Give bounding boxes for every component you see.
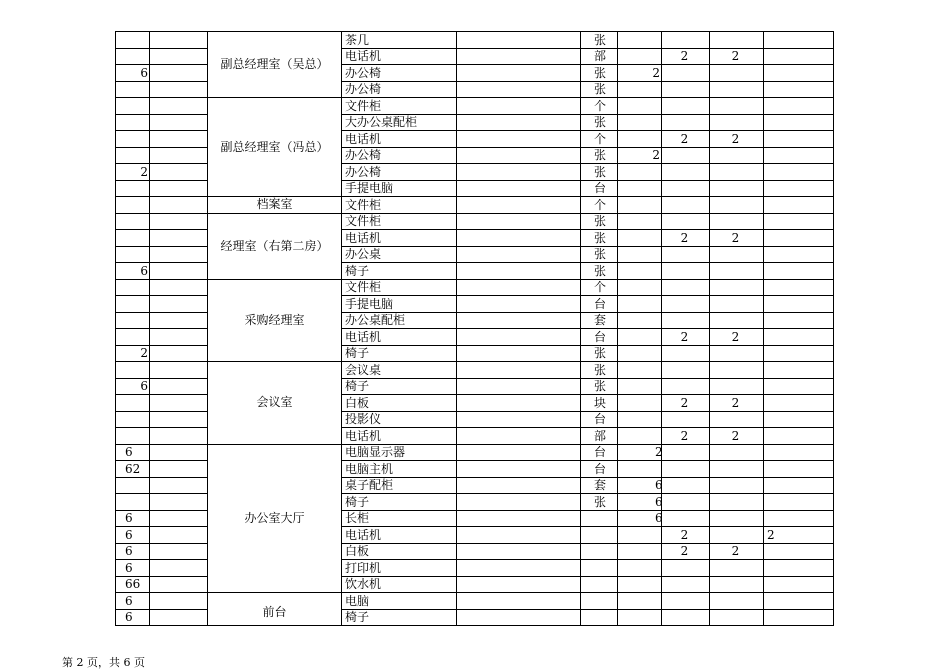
row-line-left bbox=[115, 147, 208, 148]
count-cell: 66 bbox=[125, 577, 141, 591]
row-line-left bbox=[115, 295, 208, 296]
row-line-left bbox=[115, 213, 208, 214]
unit-cell: 张 bbox=[594, 264, 607, 278]
room-line bbox=[207, 625, 342, 626]
item-name-cell: 办公椅 bbox=[345, 82, 382, 96]
item-name-cell: 文件柜 bbox=[345, 99, 382, 113]
item-name-cell: 电脑主机 bbox=[345, 462, 394, 476]
room-line bbox=[207, 213, 342, 214]
column-line bbox=[115, 31, 116, 626]
row-line-left bbox=[115, 493, 208, 494]
qty-cell: 2 bbox=[731, 231, 740, 245]
column-line bbox=[207, 31, 208, 626]
unit-cell: 个 bbox=[594, 132, 607, 146]
unit-cell: 块 bbox=[594, 396, 607, 410]
qty-cell: 2 bbox=[680, 429, 689, 443]
qty-cell: 2 bbox=[680, 49, 689, 63]
qty-cell: 2 bbox=[680, 528, 689, 542]
item-name-cell: 电脑显示器 bbox=[345, 445, 406, 459]
column-line bbox=[580, 31, 581, 626]
unit-cell: 张 bbox=[594, 33, 607, 47]
unit-cell: 张 bbox=[594, 82, 607, 96]
row-line-left bbox=[115, 81, 208, 82]
qty-cell: 2 bbox=[731, 49, 740, 63]
item-name-cell: 桌子配柜 bbox=[345, 478, 394, 492]
room-label: 会议室 bbox=[256, 395, 293, 409]
item-name-cell: 电脑 bbox=[345, 594, 370, 608]
row-line-left bbox=[115, 97, 208, 98]
qty-cell: 2 bbox=[655, 445, 663, 459]
row-line-left bbox=[115, 477, 208, 478]
count-cell: 6 bbox=[125, 561, 133, 575]
qty-cell: 6 bbox=[655, 511, 663, 525]
unit-cell: 张 bbox=[594, 495, 607, 509]
unit-cell: 台 bbox=[594, 297, 607, 311]
unit-cell: 个 bbox=[594, 198, 607, 212]
row-line-left bbox=[115, 394, 208, 395]
row-line-left bbox=[115, 229, 208, 230]
item-name-cell: 电话机 bbox=[345, 429, 382, 443]
row-line-left bbox=[115, 114, 208, 115]
item-name-cell: 办公椅 bbox=[345, 66, 382, 80]
item-name-cell: 文件柜 bbox=[345, 280, 382, 294]
page-footer: 第 2 页，共 6 页 bbox=[62, 656, 145, 669]
item-name-cell: 文件柜 bbox=[345, 214, 382, 228]
item-name-cell: 打印机 bbox=[345, 561, 382, 575]
qty-cell: 2 bbox=[767, 528, 775, 542]
qty-cell: 6 bbox=[655, 495, 663, 509]
qty-cell: 2 bbox=[680, 396, 689, 410]
item-name-cell: 椅子 bbox=[345, 264, 370, 278]
room-label: 前台 bbox=[262, 605, 287, 619]
unit-cell: 张 bbox=[594, 363, 607, 377]
item-name-cell: 白板 bbox=[345, 396, 370, 410]
unit-cell: 张 bbox=[594, 165, 607, 179]
qty-cell: 2 bbox=[652, 66, 660, 80]
item-name-cell: 电话机 bbox=[345, 231, 382, 245]
count-cell: 62 bbox=[125, 462, 141, 476]
unit-cell: 台 bbox=[594, 181, 607, 195]
row-line-left bbox=[115, 328, 208, 329]
unit-cell: 张 bbox=[594, 148, 607, 162]
item-name-cell: 投影仪 bbox=[345, 412, 382, 426]
row-line-left bbox=[115, 246, 208, 247]
unit-cell: 台 bbox=[594, 462, 607, 476]
unit-cell: 台 bbox=[594, 412, 607, 426]
row-line-right bbox=[341, 625, 834, 626]
item-name-cell: 手提电脑 bbox=[345, 297, 394, 311]
room-label: 副总经理室（吴总） bbox=[220, 57, 329, 71]
row-line-left bbox=[115, 361, 208, 362]
count-cell: 6 bbox=[125, 544, 133, 558]
item-name-cell: 会议桌 bbox=[345, 363, 382, 377]
row-line-left bbox=[115, 48, 208, 49]
item-name-cell: 茶几 bbox=[345, 33, 370, 47]
room-label: 副总经理室（冯总） bbox=[220, 140, 329, 154]
unit-cell: 台 bbox=[594, 330, 607, 344]
unit-cell: 套 bbox=[594, 313, 607, 327]
item-name-cell: 大办公桌配柜 bbox=[345, 115, 418, 129]
qty-cell: 2 bbox=[731, 396, 740, 410]
qty-cell: 2 bbox=[731, 132, 740, 146]
row-line-left bbox=[115, 130, 208, 131]
unit-cell: 张 bbox=[594, 115, 607, 129]
unit-cell: 部 bbox=[594, 49, 607, 63]
item-name-cell: 椅子 bbox=[345, 610, 370, 624]
count-cell: 6 bbox=[125, 445, 133, 459]
room-label: 采购经理室 bbox=[244, 313, 305, 327]
room-label: 办公室大厅 bbox=[244, 511, 305, 525]
count-cell: 6 bbox=[125, 511, 133, 525]
row-line-left bbox=[115, 625, 208, 626]
unit-cell: 张 bbox=[594, 214, 607, 228]
item-name-cell: 饮水机 bbox=[345, 577, 382, 591]
qty-cell: 6 bbox=[655, 478, 663, 492]
item-name-cell: 椅子 bbox=[345, 346, 370, 360]
room-line bbox=[207, 97, 342, 98]
item-name-cell: 文件柜 bbox=[345, 198, 382, 212]
row-line-left bbox=[115, 196, 208, 197]
item-name-cell: 白板 bbox=[345, 544, 370, 558]
item-name-cell: 办公椅 bbox=[345, 148, 382, 162]
row-line-left bbox=[115, 411, 208, 412]
column-line bbox=[456, 31, 457, 626]
unit-cell: 套 bbox=[594, 478, 607, 492]
unit-cell: 张 bbox=[594, 379, 607, 393]
room-label: 经理室（右第二房） bbox=[220, 239, 329, 253]
count-cell: 6 bbox=[140, 264, 148, 278]
count-cell: 2 bbox=[140, 165, 148, 179]
qty-cell: 2 bbox=[680, 132, 689, 146]
qty-cell: 2 bbox=[680, 330, 689, 344]
column-line bbox=[763, 31, 764, 626]
unit-cell: 张 bbox=[594, 247, 607, 261]
unit-cell: 个 bbox=[594, 99, 607, 113]
unit-cell: 部 bbox=[594, 429, 607, 443]
qty-cell: 2 bbox=[680, 231, 689, 245]
count-cell: 6 bbox=[140, 379, 148, 393]
count-cell: 6 bbox=[125, 610, 133, 624]
unit-cell: 张 bbox=[594, 346, 607, 360]
qty-cell: 2 bbox=[731, 330, 740, 344]
item-name-cell: 电话机 bbox=[345, 330, 382, 344]
item-name-cell: 长柜 bbox=[345, 511, 370, 525]
item-name-cell: 电话机 bbox=[345, 132, 382, 146]
item-name-cell: 手提电脑 bbox=[345, 181, 394, 195]
qty-cell: 2 bbox=[731, 544, 740, 558]
item-name-cell: 办公桌配柜 bbox=[345, 313, 406, 327]
room-line bbox=[207, 592, 342, 593]
qty-cell: 2 bbox=[652, 148, 660, 162]
room-line bbox=[207, 279, 342, 280]
room-line bbox=[207, 444, 342, 445]
column-line bbox=[341, 31, 342, 626]
count-cell: 2 bbox=[140, 346, 148, 360]
column-line bbox=[833, 31, 834, 626]
item-name-cell: 电话机 bbox=[345, 528, 382, 542]
item-name-cell: 办公桌 bbox=[345, 247, 382, 261]
qty-cell: 2 bbox=[680, 544, 689, 558]
row-line-left bbox=[115, 279, 208, 280]
row-line-left bbox=[115, 427, 208, 428]
count-cell: 6 bbox=[125, 528, 133, 542]
row-line-left bbox=[115, 180, 208, 181]
room-line bbox=[207, 361, 342, 362]
room-line bbox=[207, 31, 342, 32]
room-label: 档案室 bbox=[256, 197, 293, 211]
unit-cell: 张 bbox=[594, 231, 607, 245]
count-cell: 6 bbox=[125, 594, 133, 608]
qty-cell: 2 bbox=[731, 429, 740, 443]
count-cell: 6 bbox=[140, 66, 148, 80]
item-name-cell: 办公椅 bbox=[345, 165, 382, 179]
row-line-left bbox=[115, 31, 208, 32]
item-name-cell: 椅子 bbox=[345, 379, 370, 393]
item-name-cell: 椅子 bbox=[345, 495, 370, 509]
unit-cell: 张 bbox=[594, 66, 607, 80]
item-name-cell: 电话机 bbox=[345, 49, 382, 63]
unit-cell: 个 bbox=[594, 280, 607, 294]
row-line-left bbox=[115, 312, 208, 313]
unit-cell: 台 bbox=[594, 445, 607, 459]
